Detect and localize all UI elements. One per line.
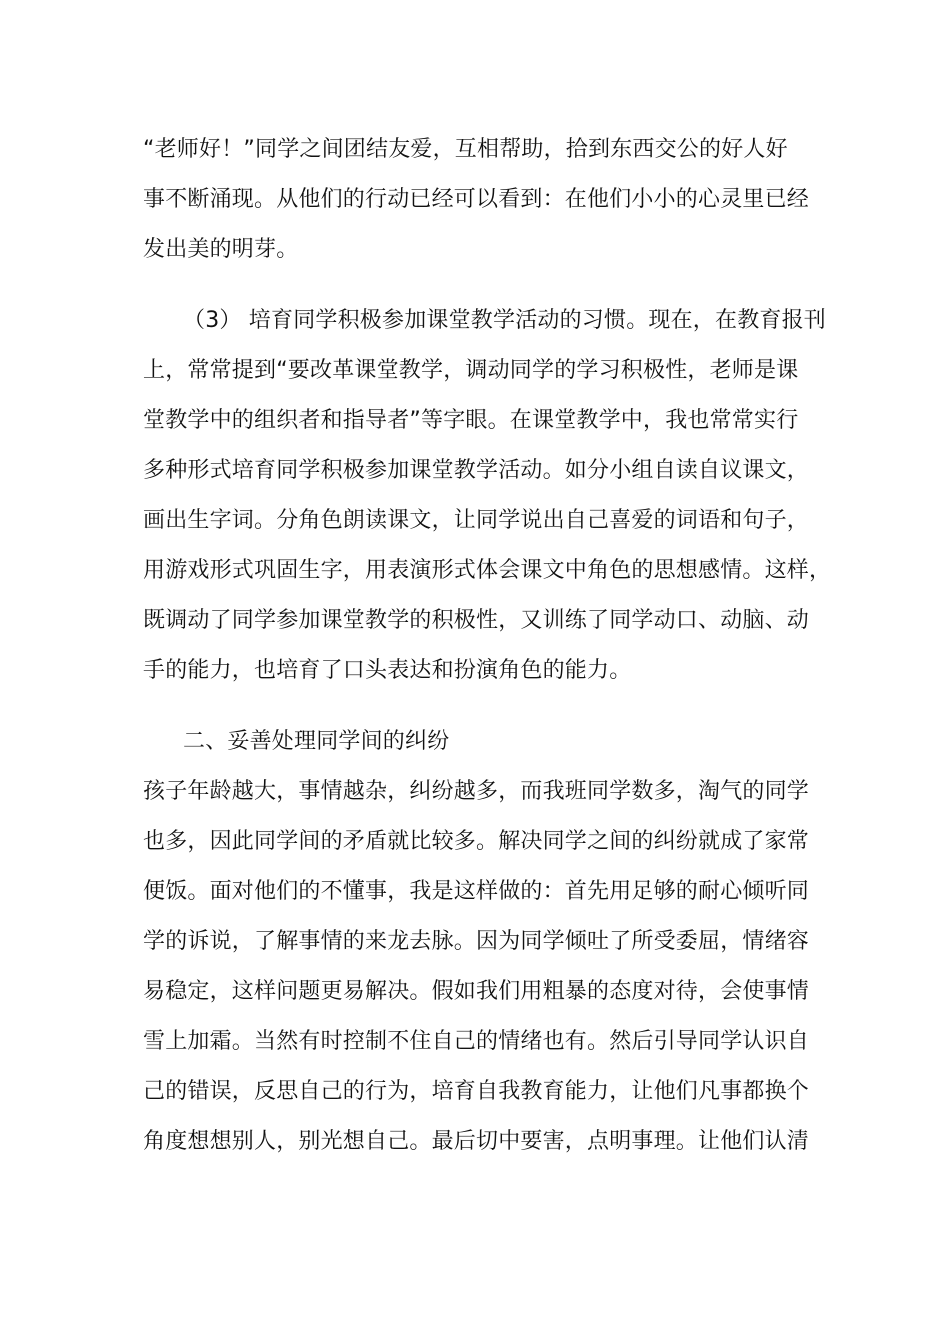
paragraph-line: 孩子年龄越大，事情越杂，纠纷越多，而我班同学数多，淘气的同学 — [143, 779, 810, 804]
paragraph-line: 堂教学中的组织者和指导者”等字眼。在课堂教学中，我也常常实行 — [143, 408, 799, 433]
paragraph-line: （3） 培育同学积极参加课堂教学活动的习惯。现在，在教育报刊 — [183, 308, 826, 333]
paragraph-line: “老师好！”同学之间团结友爱，互相帮助，拾到东西交公的好人好 — [143, 137, 788, 162]
paragraph-line: 角度想想别人，别光想自己。最后切中要害，点明事理。让他们认清 — [143, 1129, 810, 1154]
section-heading: 二、妥善处理同学间的纠纷 — [183, 729, 450, 754]
paragraph-line: 用游戏形式巩固生字，用表演形式体会课文中角色的思想感情。这样， — [143, 558, 832, 583]
paragraph-line: 画出生字词。分角色朗读课文，让同学说出自己喜爱的词语和句子， — [143, 508, 810, 533]
paragraph-line: 多种形式培育同学积极参加课堂教学活动。如分小组自读自议课文， — [143, 458, 810, 483]
paragraph-line: 便饭。面对他们的不懂事，我是这样做的：首先用足够的耐心倾听同 — [143, 879, 810, 904]
paragraph-line: 既调动了同学参加课堂教学的积极性，又训练了同学动口、动脑、动 — [143, 608, 810, 633]
paragraph-line: 易稳定，这样问题更易解决。假如我们用粗暴的态度对待，会使事情 — [143, 979, 810, 1004]
paragraph-line: 手的能力，也培育了口头表达和扮演角色的能力。 — [143, 658, 632, 683]
paragraph-line: 上，常常提到“要改革课堂教学，调动同学的学习积极性，老师是课 — [143, 358, 799, 383]
paragraph-line: 雪上加霜。当然有时控制不住自己的情绪也有。然后引导同学认识自 — [143, 1029, 810, 1054]
paragraph-line: 事不断涌现。从他们的行动已经可以看到：在他们小小的心灵里已经 — [143, 187, 810, 212]
paragraph-line: 己的错误，反思自己的行为，培育自我教育能力，让他们凡事都换个 — [143, 1079, 810, 1104]
paragraph-line: 学的诉说，了解事情的来龙去脉。因为同学倾吐了所受委屈，情绪容 — [143, 929, 810, 954]
paragraph-line: 发出美的明芽。 — [143, 237, 299, 262]
paragraph-line: 也多，因此同学间的矛盾就比较多。解决同学之间的纠纷就成了家常 — [143, 829, 810, 854]
